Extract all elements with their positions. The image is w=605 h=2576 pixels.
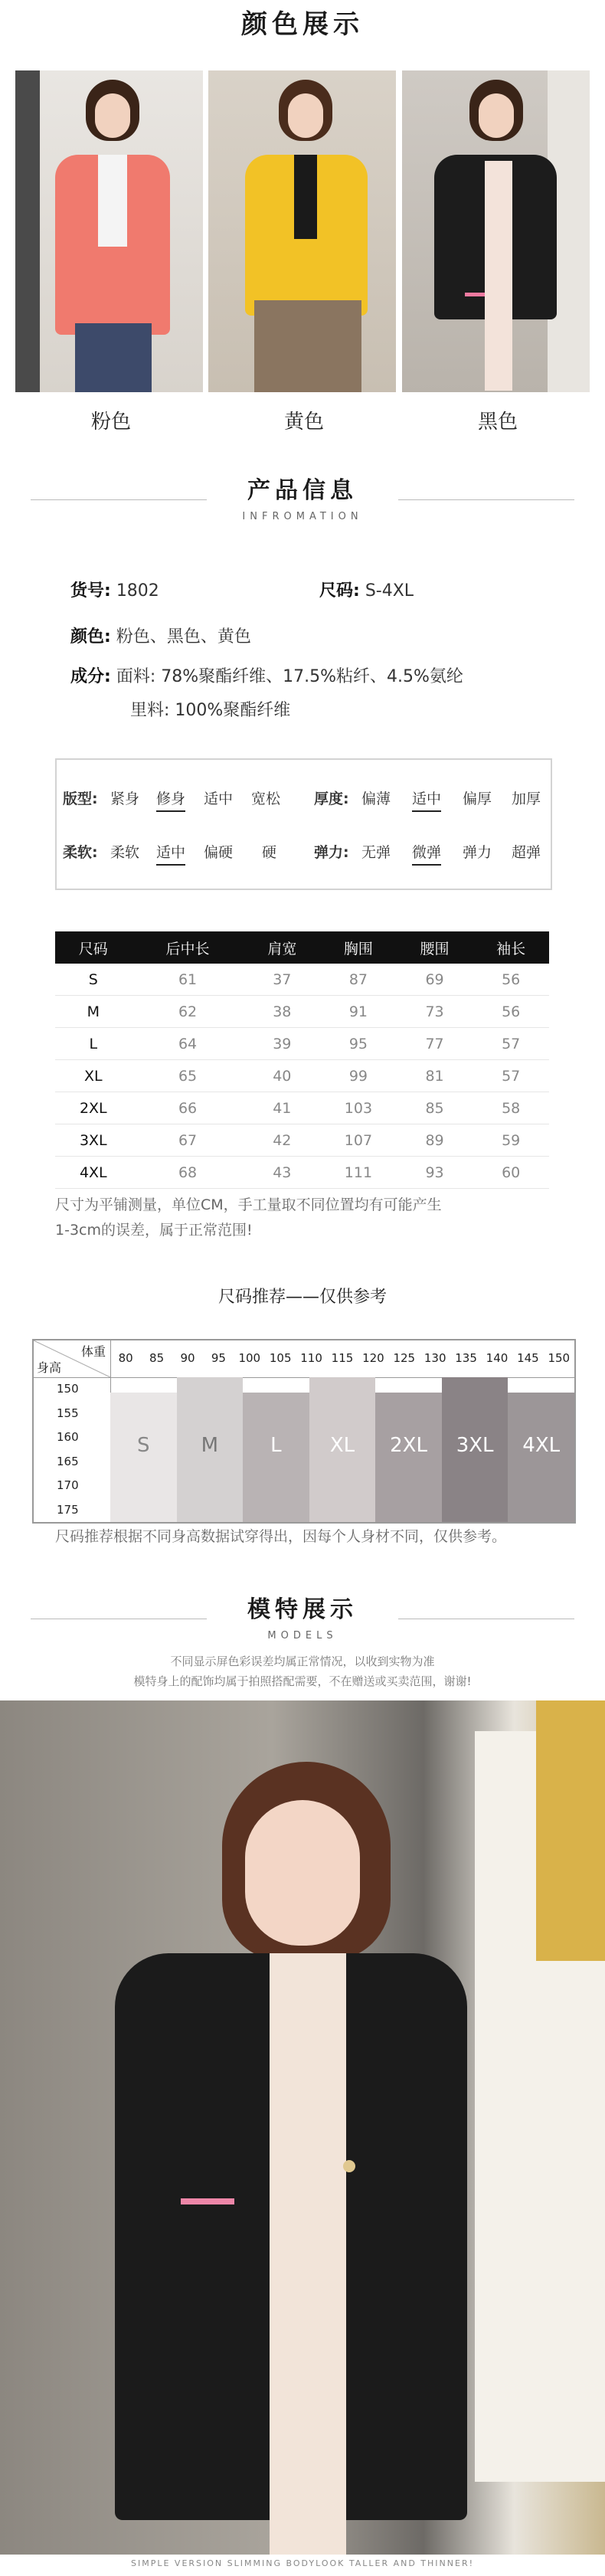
size-table-cell: 60 xyxy=(473,1157,549,1189)
weight-value: 135 xyxy=(455,1351,477,1365)
color-section-title: 颜色展示 xyxy=(241,9,364,40)
item-number-row xyxy=(70,578,159,601)
header-cell: 袖长 xyxy=(473,931,549,964)
weight-value: 80 xyxy=(118,1351,133,1365)
header-cell: 腰围 xyxy=(397,931,473,964)
size-band-label: 2XL xyxy=(390,1434,427,1457)
size-band xyxy=(177,1377,244,1522)
color-name-black: 黑色 xyxy=(477,411,518,434)
fit-option-selected: 修身 xyxy=(156,787,185,812)
size-table-cell: 56 xyxy=(473,996,549,1028)
elasticity-option: 无弹 xyxy=(361,844,391,861)
composition-row xyxy=(70,663,463,687)
weight-value: 95 xyxy=(211,1351,226,1365)
weight-value: 100 xyxy=(238,1351,261,1365)
color-name-yellow: 黄色 xyxy=(283,411,324,434)
size-table-cell: L xyxy=(55,1028,132,1060)
height-value: 155 xyxy=(57,1406,79,1420)
pink-jacket-photo xyxy=(15,70,203,392)
size-table-cell: 59 xyxy=(473,1124,549,1157)
models-note-line1: 不同显示屏色彩误差均属正常情况，以收到实物为准 xyxy=(170,1655,435,1668)
size-note-line1: 尺寸为平铺测量，单位CM，手工量取不同位置均有可能产生 xyxy=(55,1196,442,1213)
item-number-value: 1802 xyxy=(116,581,159,601)
size-table-cell: 95 xyxy=(320,1028,397,1060)
height-value: 175 xyxy=(57,1502,79,1517)
size-table-cell: 42 xyxy=(244,1124,321,1157)
size-table xyxy=(55,931,549,1189)
model-photo xyxy=(0,1700,605,2555)
weight-value: 105 xyxy=(269,1351,292,1365)
size-table-cell: 69 xyxy=(397,964,473,996)
size-table-cell: 2XL xyxy=(55,1092,132,1124)
size-table-cell: 40 xyxy=(244,1060,321,1092)
size-table-row xyxy=(55,1060,549,1092)
fit-option: 宽松 xyxy=(251,790,281,807)
size-grid xyxy=(110,1377,574,1522)
lining-row xyxy=(130,697,290,721)
size-table-cell: 93 xyxy=(397,1157,473,1189)
size-table-cell: 3XL xyxy=(55,1124,132,1157)
thickness-label: 厚度: xyxy=(314,790,349,807)
size-table-cell: 41 xyxy=(244,1092,321,1124)
size-table-cell: 103 xyxy=(320,1092,397,1124)
header-cell: 肩宽 xyxy=(244,931,321,964)
size-table-row xyxy=(55,1157,549,1189)
recommendation-note: 尺码推荐根据不同身高数据试穿得出，因每个人身材不同，仅供参考。 xyxy=(55,1528,507,1545)
black-jacket-photo xyxy=(402,70,590,392)
size-table-cell: 37 xyxy=(244,964,321,996)
weight-value: 110 xyxy=(300,1351,322,1365)
thickness-option-selected: 适中 xyxy=(412,787,441,812)
size-table-cell: 58 xyxy=(473,1092,549,1124)
weight-value: 125 xyxy=(393,1351,416,1365)
height-value: 150 xyxy=(57,1382,79,1396)
size-recommendation-title: 尺码推荐——仅供参考 xyxy=(217,1288,387,1307)
weight-value: 120 xyxy=(362,1351,384,1365)
fit-option: 适中 xyxy=(204,790,234,807)
weight-value: 145 xyxy=(517,1351,539,1365)
size-table-row xyxy=(55,964,549,996)
thickness-option: 偏薄 xyxy=(361,790,391,807)
height-value: 165 xyxy=(57,1454,79,1468)
header-cell: 后中长 xyxy=(132,931,244,964)
fabric-value: 面料: 78%聚酯纤维、17.5%粘纤、4.5%氨纶 xyxy=(116,667,463,686)
fit-option: 紧身 xyxy=(110,790,140,807)
size-table-header xyxy=(55,931,549,964)
size-band-label: XL xyxy=(329,1434,355,1457)
size-table-cell: 89 xyxy=(397,1124,473,1157)
thickness-option: 偏厚 xyxy=(463,790,492,807)
softness-label: 柔软: xyxy=(63,844,98,861)
weight-header-row xyxy=(110,1340,574,1378)
size-band-label: S xyxy=(137,1434,150,1457)
color-value: 粉色、黑色、黄色 xyxy=(116,627,251,646)
header-cell: 尺码 xyxy=(55,931,132,964)
elasticity-option: 超弹 xyxy=(512,844,541,861)
models-section-title: 模特展示 xyxy=(247,1596,358,1623)
size-band xyxy=(309,1377,376,1522)
weight-value: 130 xyxy=(424,1351,446,1365)
size-note-line2: 1-3cm的误差，属于正常范围! xyxy=(55,1222,253,1239)
color-name-pink: 粉色 xyxy=(90,411,131,434)
size-band xyxy=(110,1393,177,1522)
elasticity-label: 弹力: xyxy=(314,844,349,861)
weight-value: 115 xyxy=(331,1351,354,1365)
models-section-subtitle: MODELS xyxy=(267,1630,338,1642)
size-table-cell: XL xyxy=(55,1060,132,1092)
size-table-cell: 107 xyxy=(320,1124,397,1157)
size-table-cell: 111 xyxy=(320,1157,397,1189)
weight-value: 150 xyxy=(548,1351,571,1365)
size-recommendation-table xyxy=(32,1339,576,1524)
size-table-cell: 43 xyxy=(244,1157,321,1189)
weight-axis-label: 体重 xyxy=(80,1344,106,1359)
height-value: 170 xyxy=(57,1478,79,1492)
size-band xyxy=(442,1377,509,1522)
footer-slogan: SIMPLE VERSION SLIMMING BODYLOOK TALLER AND THINNER! xyxy=(131,2558,474,2568)
size-range-label: 尺码: xyxy=(319,581,360,601)
size-band xyxy=(375,1393,442,1522)
softness-option: 偏硬 xyxy=(204,844,234,861)
size-table-cell: 91 xyxy=(320,996,397,1028)
size-table-cell: 87 xyxy=(320,964,397,996)
size-band-label: 3XL xyxy=(456,1434,494,1457)
weight-value: 140 xyxy=(486,1351,509,1365)
attributes-box xyxy=(55,758,552,890)
size-table-cell: 61 xyxy=(132,964,244,996)
size-table-cell: 65 xyxy=(132,1060,244,1092)
size-table-row xyxy=(55,1124,549,1157)
header-cell: 胸围 xyxy=(320,931,397,964)
size-table-cell: 68 xyxy=(132,1157,244,1189)
size-table-cell: 99 xyxy=(320,1060,397,1092)
size-table-cell: 56 xyxy=(473,964,549,996)
fit-label: 版型: xyxy=(63,790,98,807)
size-band-label: M xyxy=(201,1434,219,1457)
thickness-option: 加厚 xyxy=(512,790,541,807)
size-table-cell: 57 xyxy=(473,1060,549,1092)
softness-option: 柔软 xyxy=(110,844,140,861)
size-table-cell: 85 xyxy=(397,1092,473,1124)
corner-cell xyxy=(34,1340,111,1378)
size-range-value: S-4XL xyxy=(365,581,414,601)
size-table-row xyxy=(55,1028,549,1060)
size-band xyxy=(508,1393,574,1522)
lining-value: 里料: 100%聚酯纤维 xyxy=(130,701,291,720)
size-table-cell: 66 xyxy=(132,1092,244,1124)
size-band xyxy=(243,1393,309,1522)
color-row xyxy=(70,624,251,647)
size-table-cell: S xyxy=(55,964,132,996)
softness-option-selected: 适中 xyxy=(156,841,185,866)
color-label: 颜色: xyxy=(70,627,111,646)
size-band-label: L xyxy=(270,1434,282,1457)
size-table-cell: M xyxy=(55,996,132,1028)
product-section-subtitle: INFROMATION xyxy=(242,511,363,522)
softness-option: 硬 xyxy=(262,844,277,861)
size-table-cell: 81 xyxy=(397,1060,473,1092)
size-table-cell: 4XL xyxy=(55,1157,132,1189)
size-note xyxy=(55,1193,442,1243)
size-band-label: 4XL xyxy=(522,1434,561,1457)
size-table-cell: 77 xyxy=(397,1028,473,1060)
weight-value: 90 xyxy=(180,1351,195,1365)
size-table-row xyxy=(55,996,549,1028)
height-axis-label: 身高 xyxy=(37,1360,62,1375)
size-table-cell: 38 xyxy=(244,996,321,1028)
height-column xyxy=(34,1377,111,1522)
item-number-label: 货号: xyxy=(70,581,111,601)
height-value: 160 xyxy=(57,1430,79,1444)
yellow-jacket-photo xyxy=(208,70,396,392)
size-table-row xyxy=(55,1092,549,1124)
size-table-cell: 64 xyxy=(132,1028,244,1060)
size-table-cell: 39 xyxy=(244,1028,321,1060)
composition-label: 成分: xyxy=(70,667,111,686)
size-range-row xyxy=(319,578,414,601)
size-table-cell: 62 xyxy=(132,996,244,1028)
weight-value: 85 xyxy=(149,1351,165,1365)
elasticity-option-selected: 微弹 xyxy=(412,841,441,866)
size-table-cell: 67 xyxy=(132,1124,244,1157)
elasticity-option: 弹力 xyxy=(463,844,492,861)
size-table-cell: 73 xyxy=(397,996,473,1028)
models-note-line2: 模特身上的配饰均属于拍照搭配需要，不在赠送或买卖范围，谢谢! xyxy=(133,1674,472,1688)
product-section-title: 产品信息 xyxy=(247,477,358,504)
size-table-cell: 57 xyxy=(473,1028,549,1060)
